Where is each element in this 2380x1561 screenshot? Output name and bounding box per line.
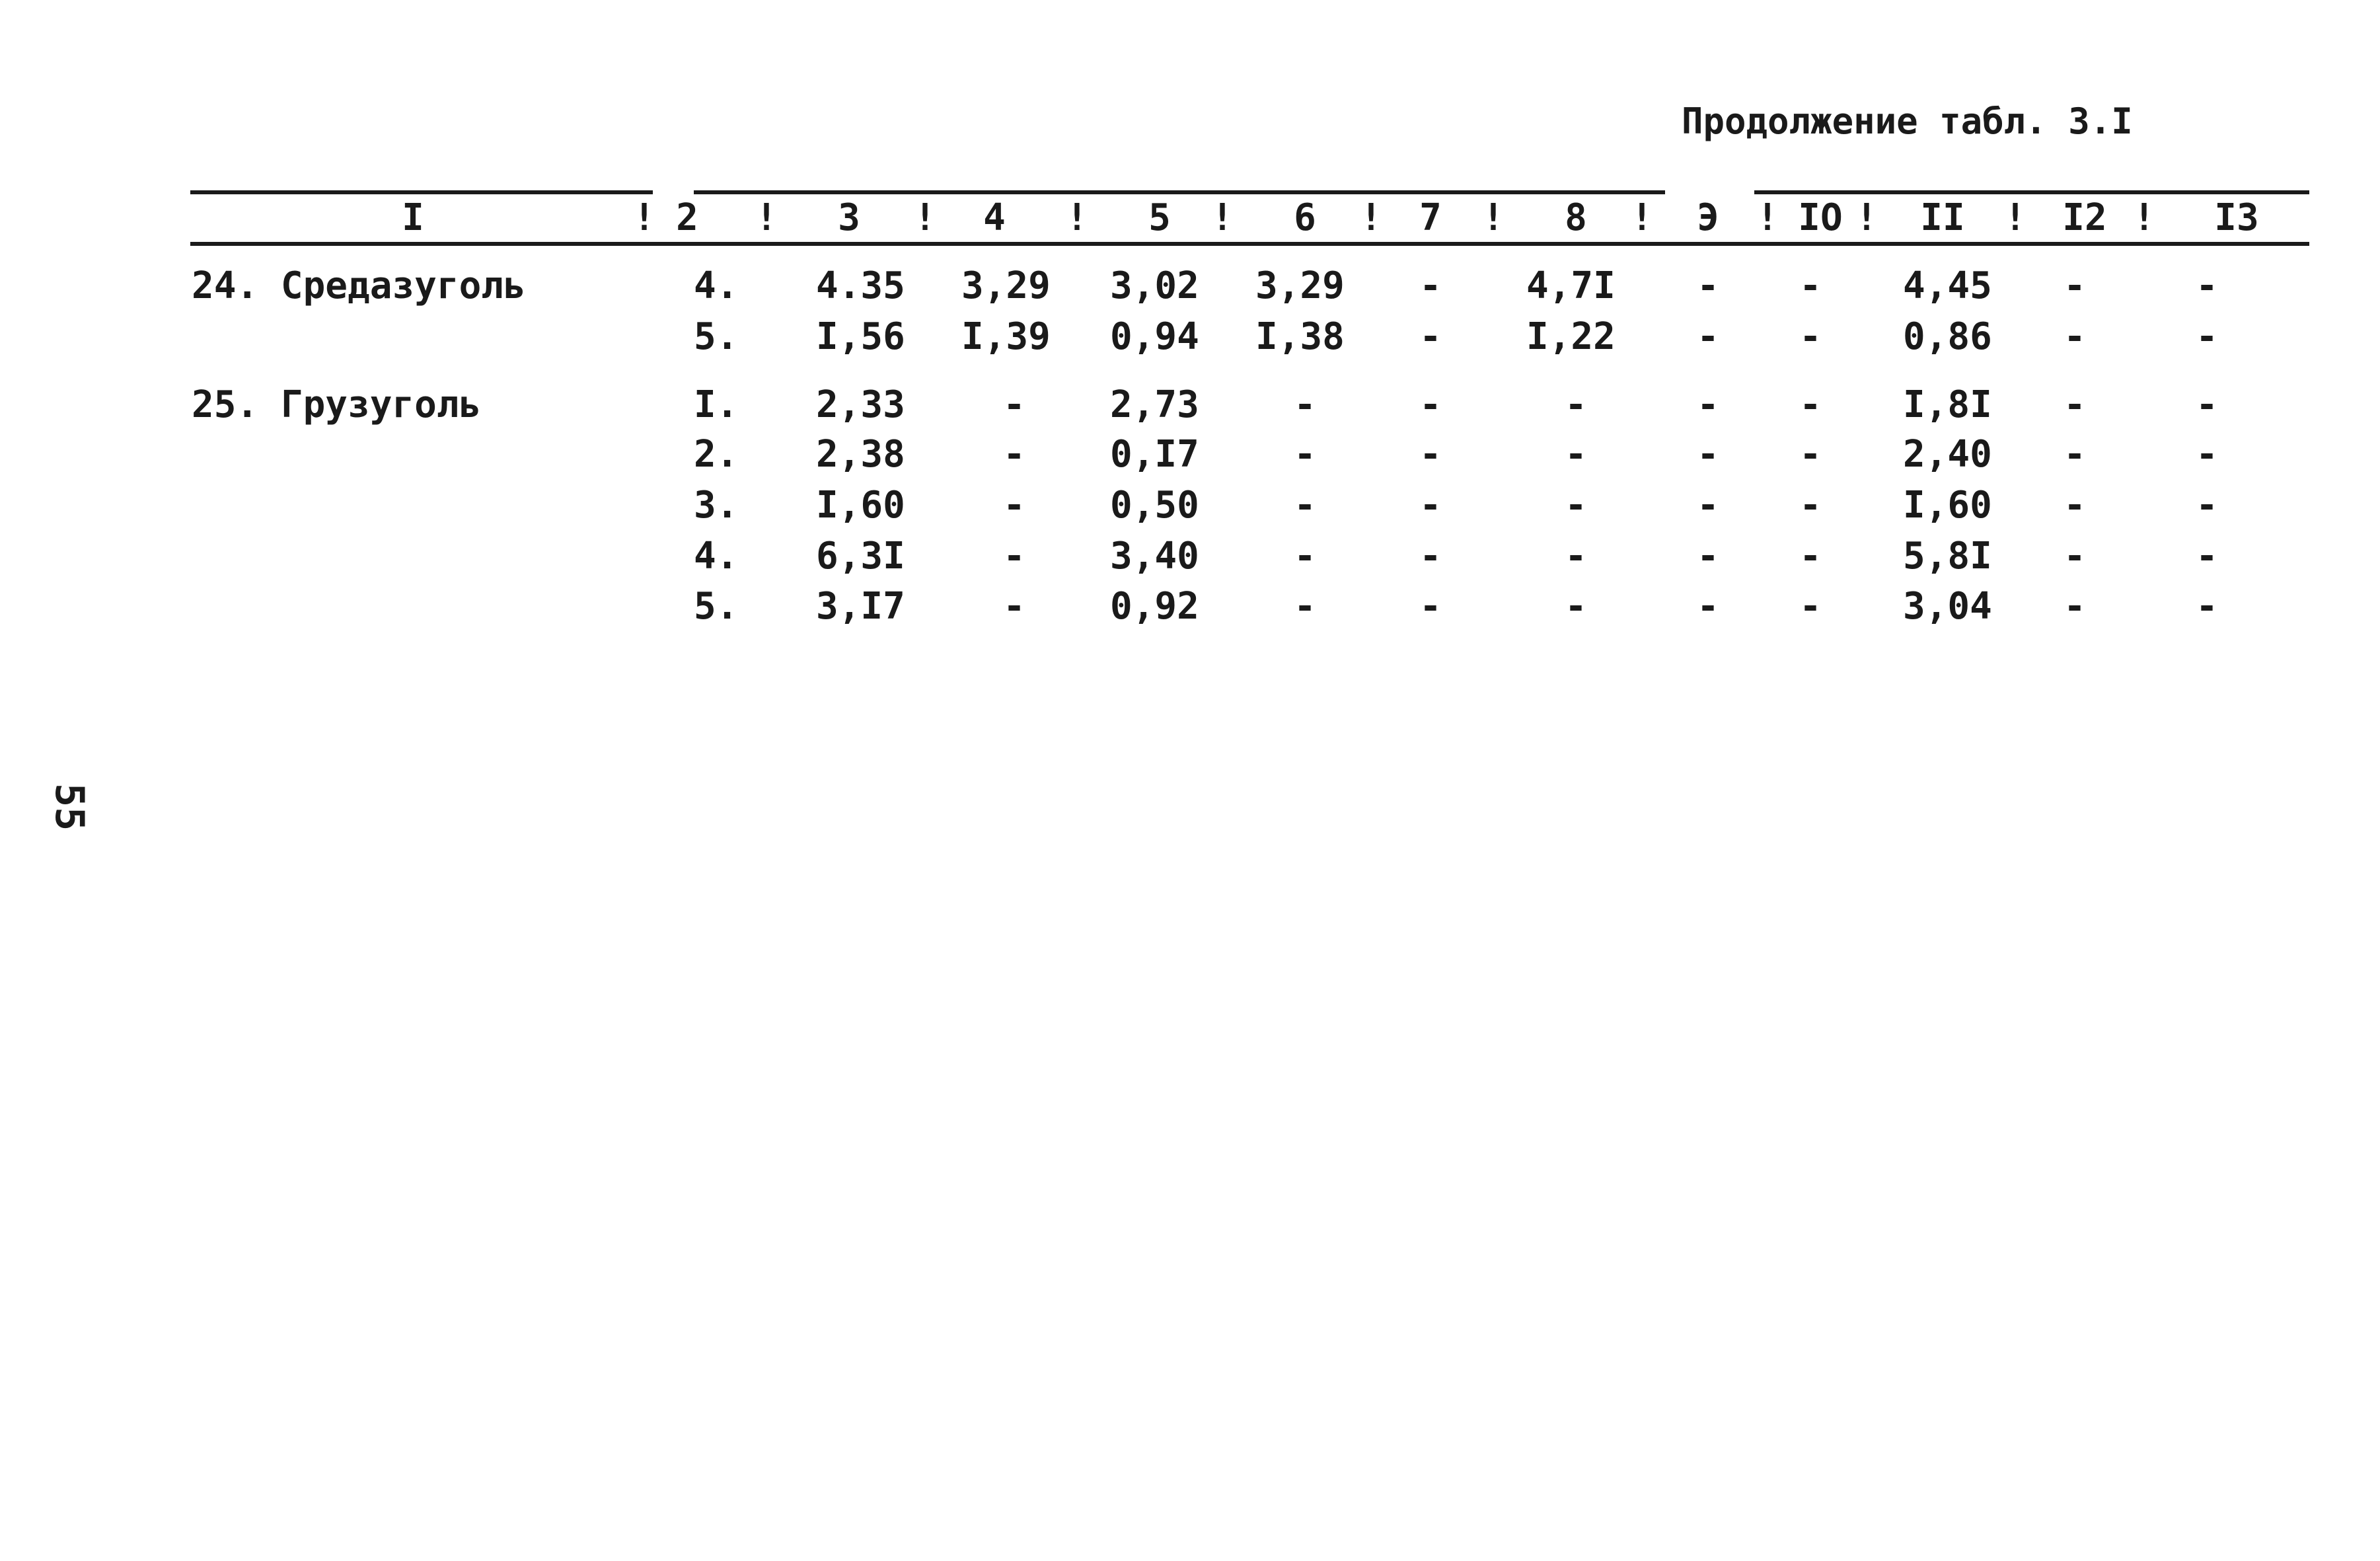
table-cell: 3,29	[961, 264, 1051, 307]
table-cell: 2,38	[816, 433, 905, 476]
table-cell: -	[1294, 433, 1316, 476]
table-cell: -	[2196, 585, 2218, 628]
table-cell: I,56	[816, 315, 905, 358]
table-cell: -	[1419, 315, 1442, 358]
table-cell: -	[1565, 383, 1587, 426]
header-bottom-rule	[190, 242, 2309, 246]
column-separator: !	[1631, 196, 1653, 239]
header-top-rule-right	[1754, 190, 2309, 194]
table-cell: 0,86	[1903, 315, 1992, 358]
table-cell: -	[1697, 484, 1719, 527]
table-cell: -	[1419, 484, 1442, 527]
table-cell: -	[1294, 535, 1316, 578]
column-header: 4	[983, 196, 1006, 239]
table-cell: -	[1565, 484, 1587, 527]
table-cell: 4,45	[1903, 264, 1992, 307]
column-header: Э	[1697, 196, 1719, 239]
column-header: 6	[1294, 196, 1316, 239]
table-cell: 6,3I	[816, 535, 905, 578]
group-name: 25. Грузуголь	[192, 383, 482, 426]
table-cell: -	[1697, 535, 1719, 578]
table-cell: -	[1003, 535, 1025, 578]
table-cell: -	[2196, 315, 2218, 358]
column-header: IO	[1798, 196, 1843, 239]
table-cell: -	[2064, 585, 2086, 628]
table-cell: I,38	[1255, 315, 1345, 358]
table-cell: -	[1419, 264, 1442, 307]
table-cell: -	[1294, 383, 1316, 426]
column-separator: !	[1066, 196, 1088, 239]
column-separator: !	[914, 196, 936, 239]
table-cell: -	[1294, 585, 1316, 628]
table-cell: -	[1697, 585, 1719, 628]
column-header: 5	[1148, 196, 1171, 239]
header-top-rule-left	[190, 190, 653, 194]
table-cell: 0,92	[1110, 585, 1199, 628]
table-cell: -	[1419, 433, 1442, 476]
column-header: 2	[676, 196, 698, 239]
table-cell: 4.	[694, 535, 739, 578]
column-header: I3	[2214, 196, 2259, 239]
table-cell: I,22	[1526, 315, 1616, 358]
table-cell: -	[1697, 315, 1719, 358]
column-separator: !	[633, 196, 655, 239]
column-separator: !	[755, 196, 778, 239]
table-cell: 3,40	[1110, 535, 1199, 578]
table-cell: 5.	[694, 585, 739, 628]
table-cell: 5,8I	[1903, 535, 1992, 578]
column-header: I	[402, 196, 424, 239]
table-cell: -	[2196, 535, 2218, 578]
header-top-rule-mid	[694, 190, 1665, 194]
column-header: 8	[1565, 196, 1587, 239]
table-cell: -	[1294, 484, 1316, 527]
table-cell: -	[1697, 433, 1719, 476]
table-cell: I.	[694, 383, 739, 426]
table-cell: 2,73	[1110, 383, 1199, 426]
table-cell: -	[1003, 585, 1025, 628]
table-cell: 2,33	[816, 383, 905, 426]
column-separator: !	[1855, 196, 1878, 239]
table-cell: -	[1419, 585, 1442, 628]
table-cell: -	[2064, 264, 2086, 307]
table-cell: -	[1565, 585, 1587, 628]
table-cell: 5.	[694, 315, 739, 358]
table-cell: 2.	[694, 433, 739, 476]
table-cell: -	[1799, 383, 1822, 426]
table-cell: -	[1565, 433, 1587, 476]
table-cell: -	[1419, 383, 1442, 426]
column-separator: !	[1482, 196, 1505, 239]
table-cell: I,39	[961, 315, 1051, 358]
table-cell: -	[2064, 433, 2086, 476]
table-cell: -	[1565, 535, 1587, 578]
table-cell: 3,02	[1110, 264, 1199, 307]
table-cell: I,60	[816, 484, 905, 527]
column-separator: !	[1756, 196, 1779, 239]
table-cell: 3,04	[1903, 585, 1992, 628]
table-cell: -	[1799, 433, 1822, 476]
table-cell: -	[1799, 484, 1822, 527]
column-separator: !	[1360, 196, 1382, 239]
column-header: II	[1920, 196, 1965, 239]
table-cell: -	[1419, 535, 1442, 578]
table-cell: -	[2196, 383, 2218, 426]
table-cell: 4.	[694, 264, 739, 307]
table-cell: -	[1799, 315, 1822, 358]
table-cell: -	[2064, 484, 2086, 527]
table-cell: -	[1003, 383, 1025, 426]
column-separator: !	[2004, 196, 2027, 239]
page-number: 55	[46, 783, 93, 831]
table-cell: -	[2196, 264, 2218, 307]
column-separator: !	[1211, 196, 1234, 239]
table-cell: 4.35	[816, 264, 905, 307]
table-caption: Продолжение табл. 3.I	[1682, 100, 2133, 142]
table-cell: -	[2196, 433, 2218, 476]
group-name: 24. Средазуголь	[192, 264, 526, 307]
table-cell: 0,50	[1110, 484, 1199, 527]
column-header: I2	[2062, 196, 2107, 239]
table-cell: 4,7I	[1526, 264, 1616, 307]
table-cell: 0,I7	[1110, 433, 1199, 476]
table-cell: -	[2196, 484, 2218, 527]
table-cell: -	[2064, 535, 2086, 578]
table-cell: -	[1003, 484, 1025, 527]
table-cell: 2,40	[1903, 433, 1992, 476]
table-cell: -	[1003, 433, 1025, 476]
table-cell: I,60	[1903, 484, 1992, 527]
table-cell: -	[1799, 585, 1822, 628]
column-header: 7	[1419, 196, 1442, 239]
table-cell: 3.	[694, 484, 739, 527]
table-cell: -	[1697, 264, 1719, 307]
column-separator: !	[2133, 196, 2155, 239]
table-cell: 0,94	[1110, 315, 1199, 358]
table-cell: -	[2064, 315, 2086, 358]
table-cell: -	[2064, 383, 2086, 426]
table-cell: I,8I	[1903, 383, 1992, 426]
table-cell: 3,I7	[816, 585, 905, 628]
column-header: 3	[838, 196, 860, 239]
table-cell: 3,29	[1255, 264, 1345, 307]
table-cell: -	[1799, 535, 1822, 578]
table-cell: -	[1799, 264, 1822, 307]
table-cell: -	[1697, 383, 1719, 426]
